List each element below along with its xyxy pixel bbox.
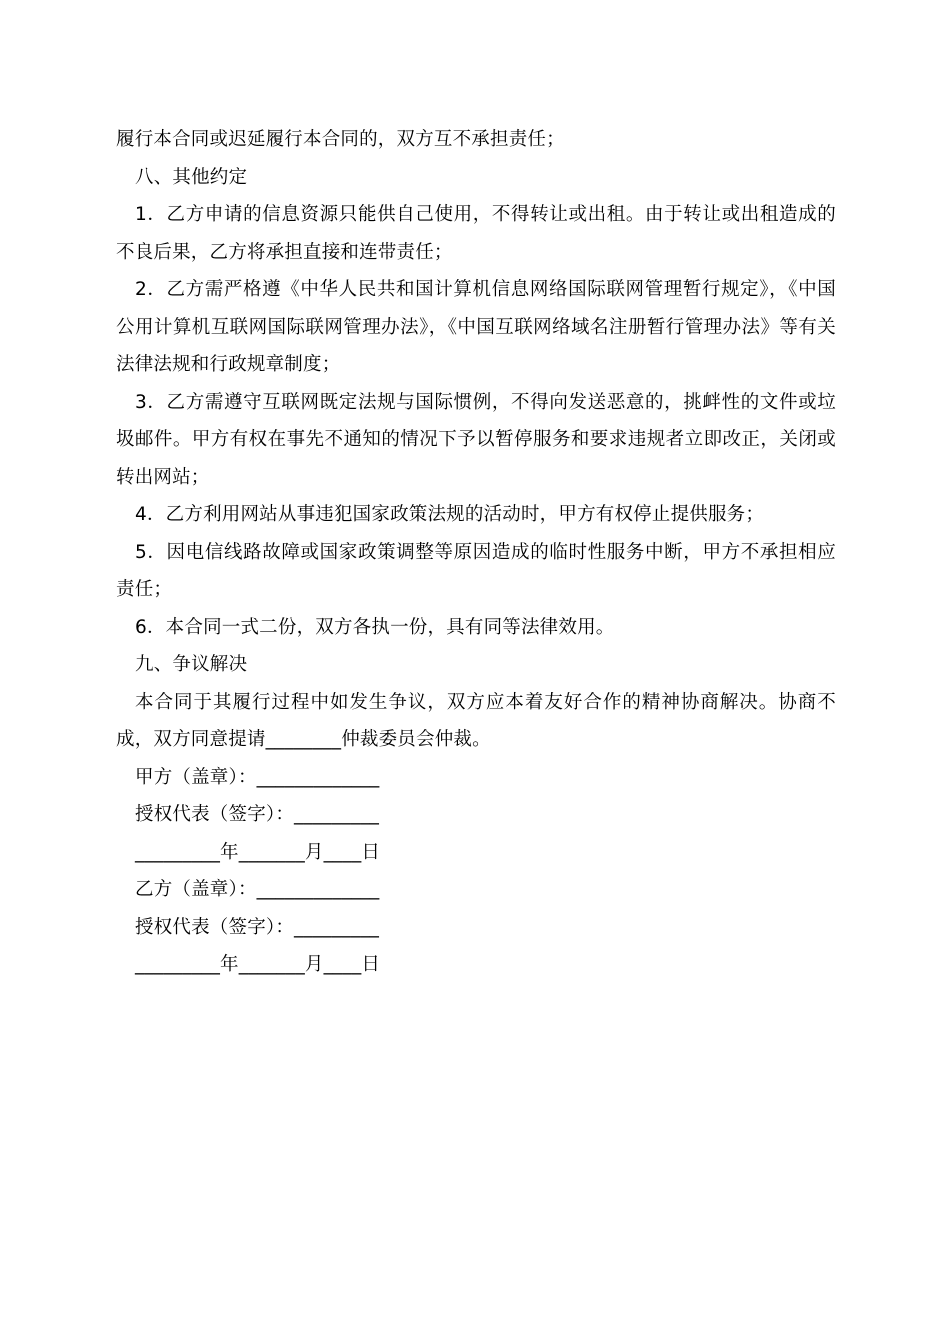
clause-6: 6．本合同一式二份，双方各执一份，具有同等法律效用。 (135, 616, 615, 638)
clause-3: 3．乙方需遵守互联网既定法规与国际惯例，不得向发送恶意的，挑衅性的文件或垃圾邮件。甲方有权在事先不通知的情况下予以暂停服务和要求违规者立即改正，关闭或转出网站； (116, 391, 836, 488)
section-heading-other-terms: 八、其他约定 (135, 166, 248, 188)
clause-4: 4．乙方利用网站从事违犯国家政策法规的活动时，甲方有权停止提供服务； (135, 504, 765, 525)
section-heading-dispute-resolution: 九、争议解决 (135, 654, 248, 675)
party-a-seal-line: 甲方（盖章）：_____________ (135, 766, 380, 788)
party-a-representative-line: 授权代表（签字）：_________ (135, 804, 380, 825)
paragraph-continuation: 履行本合同或迟延履行本合同的，双方互不承担责任； (116, 129, 565, 150)
contract-body (116, 121, 836, 984)
party-a-date-line: _________年_______月____日 (135, 841, 381, 863)
clause-5: 5．因电信线路故障或国家政策调整等原因造成的临时性服务中断，甲方不承担相应责任； (116, 541, 836, 600)
dispute-resolution-text: 本合同于其履行过程中如发生争议，双方应本着友好合作的精神协商解决。协商不成，双方同意提请________仲裁委员会仲裁。 (116, 691, 836, 750)
party-b-representative-line: 授权代表（签字）：_________ (135, 916, 380, 938)
clause-1: 1．乙方申请的信息资源只能供自己使用，不得转让或出租。由于转让或出租造成的不良后果，乙方将承担直接和连带责任； (116, 204, 836, 263)
party-b-date-line: _________年_______月____日 (135, 954, 381, 975)
party-b-seal-line: 乙方（盖章）：_____________ (135, 879, 380, 900)
clause-2: 2．乙方需严格遵《中华人民共和国计算机信息网络国际联网管理暂行规定》，《中国公用计算机互联网国际联网管理办法》，《中国互联网络域名注册暂行管理办法》等有关法律法规和行政规章制度； (116, 279, 836, 375)
